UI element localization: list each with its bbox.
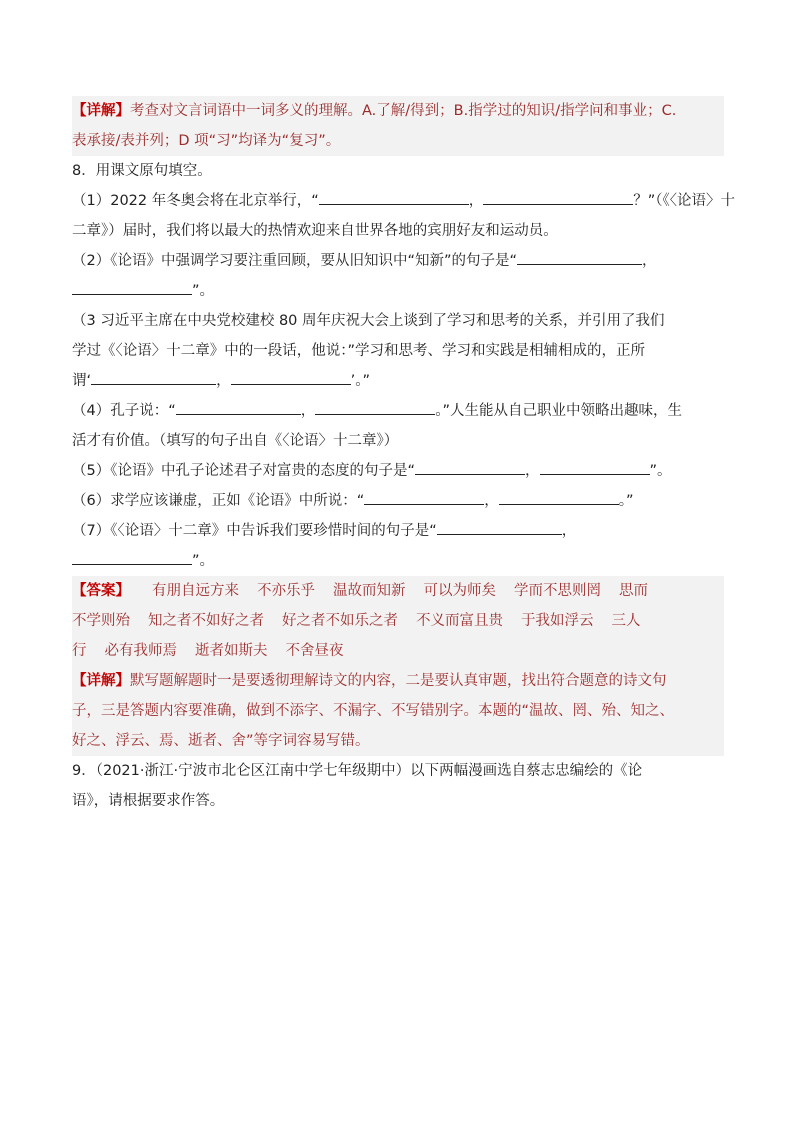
answer-blank[interactable] — [499, 489, 619, 505]
answer-row-3 — [72, 636, 724, 666]
answer-blank[interactable] — [364, 489, 484, 505]
answer-blank[interactable] — [540, 459, 650, 475]
detail-text: 考查对文言词语中一词多义的理解。A.了解/得到；B.指学过的知识/指学问和事业；C. — [130, 103, 677, 119]
q8-item-6: （6）求学应该谦虚，正如《论语》中所说：“ ， 。” — [72, 486, 724, 516]
answer-blank[interactable] — [415, 459, 525, 475]
answer-row-1 — [72, 576, 724, 606]
answer-blank[interactable] — [315, 399, 435, 415]
answer-item: 行 — [72, 643, 87, 659]
detail-1-line-1 — [72, 96, 724, 126]
answer-item: 不亦乐乎 — [257, 583, 315, 599]
q8-item-7-line-1: （7）《〈论语〉十二章》中告诉我们要珍惜时间的句子是“ ， — [72, 516, 724, 546]
q8-item-2-line-2: ”。 — [72, 276, 724, 306]
q8-item-5: （5）《论语》中孔子论述君子对富贵的态度的句子是“ ， ”。 — [72, 456, 724, 486]
answer-item: 有朋自远方来 — [152, 583, 239, 599]
q8-item-2-line-1: （2）《论语》中强调学习要注重回顾，要从旧知识中“知新”的句子是“ ， — [72, 246, 724, 276]
q8-item-3-line-1: （3 习近平主席在中央党校建校 80 周年庆祝大会上谈到了学习和思考的关系，并引用了我们 — [72, 313, 665, 329]
question-8-title: 8．用课文原句填空。 — [72, 163, 212, 179]
answer-blank[interactable] — [91, 369, 216, 385]
answer-item: 逝者如斯夫 — [195, 643, 268, 659]
answer-item: 三人 — [611, 613, 641, 629]
page-content — [72, 96, 736, 816]
answer-blank[interactable] — [176, 399, 301, 415]
q8-item-7-line-2: ”。 — [72, 546, 724, 576]
detail-tag: 【详解】 — [72, 103, 130, 119]
answer-blank[interactable] — [72, 279, 192, 295]
detail-text: 表承接/表并列；D 项“习”均译为“复习”。 — [72, 133, 341, 149]
question-9-line-1: 9．（2021·浙江·宁波市北仑区江南中学七年级期中）以下两幅漫画选自蔡志忠编绘的《论 — [72, 763, 643, 779]
answer-item: 学而不思则罔 — [514, 583, 601, 599]
detail-1-line-2 — [72, 126, 724, 156]
answer-blank[interactable] — [319, 189, 469, 205]
answer-item: 可以为师矣 — [423, 583, 496, 599]
detail-tag: 【详解】 — [72, 673, 130, 689]
q8-item-4-line-2: 活才有价值。（填写的句子出自《〈论语〉十二章》） — [72, 433, 399, 449]
answer-blank[interactable] — [231, 369, 351, 385]
detail-2-line-1 — [72, 666, 724, 696]
q8-item-1-line-2: 二章》）届时，我们将以最大的热情欢迎来自世界各地的宾朋好友和运动员。 — [72, 223, 558, 239]
detail-2-line-2 — [72, 696, 724, 726]
answer-item: 于我如浮云 — [521, 613, 594, 629]
answer-item: 知之者不如好之者 — [148, 613, 264, 629]
q8-item-3-line-3: 谓‘ ， ’。” — [72, 366, 724, 396]
answer-blank[interactable] — [437, 519, 562, 535]
detail-text: 好之、浮云、焉、逝者、舍”等字词容易写错。 — [72, 733, 370, 749]
answer-item: 必有我师焉 — [104, 643, 177, 659]
answer-item: 温故而知新 — [333, 583, 406, 599]
answer-blank[interactable] — [517, 249, 642, 265]
q8-item-4-line-1: （4）孔子说：“ ， 。”人生能从自己职业中领略出趣味，生 — [72, 396, 724, 426]
answer-item: 不舍昼夜 — [285, 643, 344, 659]
detail-block-1 — [72, 96, 724, 156]
detail-text: 子，三是答题内容要准确，做到不添字、不漏字、不写错别字。本题的“温故、罔、殆、知之、 — [72, 703, 675, 719]
answer-block — [72, 576, 724, 756]
answer-tag: 【答案】 — [72, 583, 130, 599]
q8-item-1-line-1: （1）2022 年冬奥会将在北京举行，“ ， ？”（《〈论语〉十 — [72, 186, 724, 216]
detail-text: 默写题解题时一是要透彻理解诗文的内容，二是要认真审题，找出符合题意的诗文句 — [130, 673, 667, 689]
question-9-line-2: 语》，请根据要求作答。 — [72, 793, 225, 809]
answer-row-2 — [72, 606, 724, 636]
answer-blank[interactable] — [483, 189, 633, 205]
q8-item-3-line-2: 学过《〈论语〉十二章》中的一段话，他说：”学习和思考、学习和实践是相辅相成的，正所 — [72, 343, 646, 359]
answer-item: 好之者不如乐之者 — [282, 613, 398, 629]
answer-item: 不学则殆 — [72, 613, 130, 629]
detail-2-line-3 — [72, 726, 724, 756]
answer-item: 不义而富且贵 — [416, 613, 503, 629]
answer-blank[interactable] — [72, 549, 192, 565]
answer-item: 思而 — [619, 583, 648, 599]
